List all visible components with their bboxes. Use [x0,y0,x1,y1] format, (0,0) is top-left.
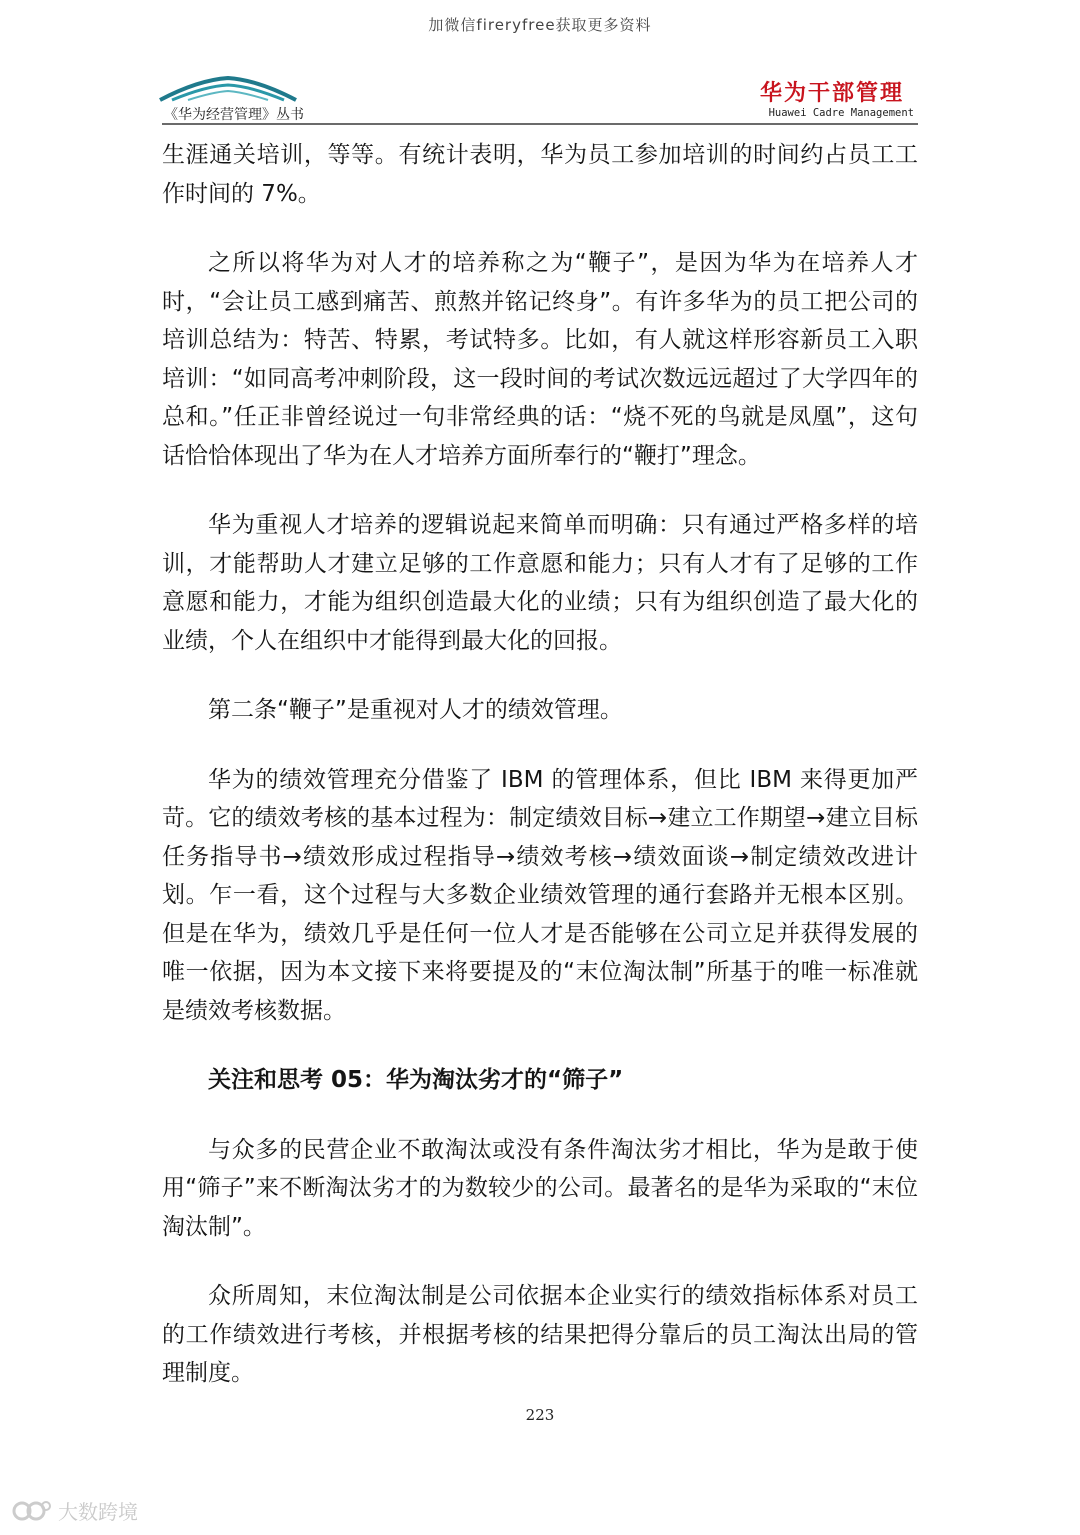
paragraph: 之所以将华为对人才的培养称之为“鞭子”，是因为华为在培养人才时，“会让员工感到痛苦、煎熬并铭记终身”。有许多华为的员工把公司的培训总结为：特苦、特累，考试特多。比如，有人就这样形容新员工入职培训：“如同高考冲刺阶段，这一段时间的考试次数远远超过了大学四年的总和。”任正非曾经说过一句非常经典的话：“烧不死的鸟就是凤凰”，这句话恰恰体现出了华为在人才培养方面所奉行的“鞭打”理念。 [162,250,918,469]
page-number: 223 [525,1406,555,1424]
series-logo-icon [158,76,298,102]
paragraph: 第二条“鞭子”是重视对人才的绩效管理。 [208,697,623,723]
brand-title: 华为干部管理 [759,81,904,106]
brand-subtitle: Huawei Cadre Management [768,107,914,119]
series-label: 《华为经营管理》丛书 [164,107,304,123]
watermark-logo-icon [12,1497,52,1525]
paragraph: 与众多的民营企业不敢淘汰或没有条件淘汰劣才相比，华为是敢于使用“筛子”来不断淘汰劣才的为数较少的公司。最著名的是华为采取的“末位淘汰制”。 [162,1136,918,1240]
paragraph: 华为的绩效管理充分借鉴了 IBM 的管理体系，但比 IBM 来得更加严苛。它的绩效考核的基本过程为：制定绩效目标→建立工作期望→建立目标任务指导书→绩效形成过程指导→绩效考核→绩效面谈→制定绩效改进计划。乍一看，这个过程与大多数企业绩效管理的通行套路并无根本区别。但是在华为，绩效几乎是任何一位人才是否能够在公司立足并获得发展的唯一依据，因为本文接下来将要提及的“末位淘汰制”所基于的唯一标准就是绩效考核数据。 [162,766,918,1024]
header-divider [162,123,918,125]
paragraph: 华为重视人才培养的逻辑说起来简单而明确：只有通过严格多样的培训，才能帮助人才建立足够的工作意愿和能力；只有人才有了足够的工作意愿和能力，才能为组织创造最大化的业绩；只有为组织创造了最大化的业绩，个人在组织中才能得到最大化的回报。 [162,512,918,654]
watermark-text: 大数跨境 [58,1500,138,1524]
page-body [162,136,918,1393]
paragraph-continued: 生涯通关培训，等等。有统计表明，华为员工参加培训的时间约占员工工作时间的 7%。 [162,142,918,207]
top-note: 加微信fireryfree获取更多资料 [428,16,652,34]
section-heading: 关注和思考 05：华为淘汰劣才的“筛子” [208,1067,624,1093]
paragraph: 众所周知，末位淘汰制是公司依据本企业实行的绩效指标体系对员工的工作绩效进行考核，并根据考核的结果把得分靠后的员工淘汰出局的管理制度。 [162,1283,918,1386]
watermark [12,1496,138,1525]
